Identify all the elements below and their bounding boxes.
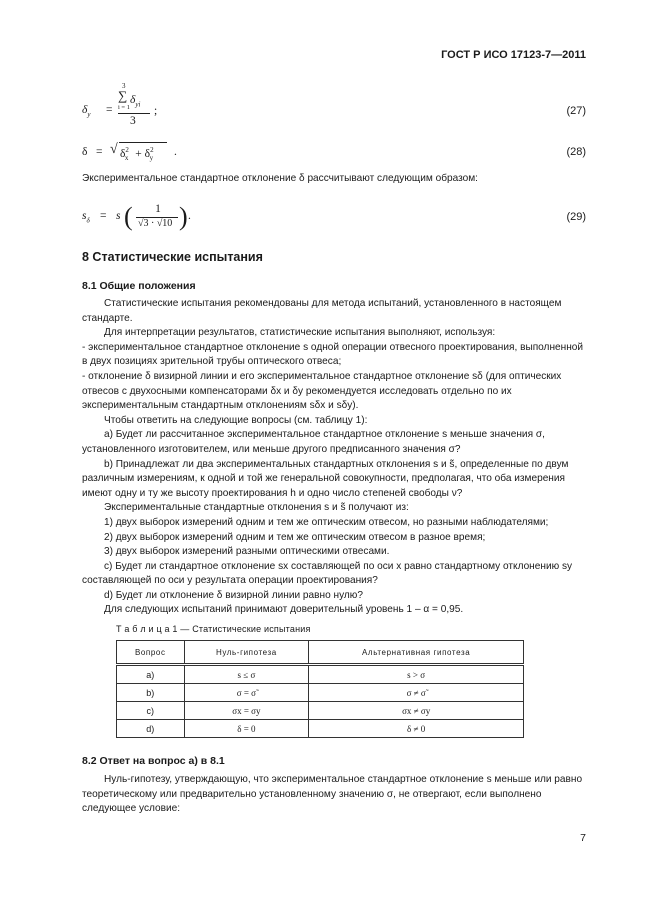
table-cell: σx ≠ σy (309, 702, 524, 720)
table-cell: b) (117, 684, 185, 702)
section-8-2-body (82, 773, 588, 817)
paragraph: 3) двух выборок измерений разными оптическими отвесами. (104, 546, 390, 558)
table-cell: s ≤ σ (184, 665, 309, 684)
formula-27: $\delta_y$ = 3 ∑ $\delta_{yi}$ i = 1 3 ; (82, 82, 158, 127)
paragraph: Для интерпретации результатов, статистические испытания выполняют, используя: (104, 327, 496, 339)
table-row (117, 665, 524, 684)
paragraph: а) Будет ли рассчитанное экспериментальное стандартное отклонение s меньше значения σ, установленного изготовителем, или меньше другого предписанного значения σ? (82, 429, 545, 455)
column-header-alternative-hypothesis: Альтернативная гипотеза (309, 641, 524, 665)
section-8-2-title: 8.2 Ответ на вопрос а) в 8.1 (82, 755, 225, 767)
column-header-null-hypothesis: Нуль-гипотеза (184, 641, 309, 665)
formula-29: $s_\delta$ = s ( 1 √3 · √10 ) . (82, 202, 191, 231)
section-8-title: 8 Статистические испытания (82, 250, 263, 264)
formula-27-number: (27) (566, 105, 586, 117)
table-row (117, 702, 524, 720)
paragraph: d) Будет ли отклонение δ визирной линии равно нулю? (104, 589, 363, 601)
table-cell: δ ≠ 0 (309, 720, 524, 738)
formula-28-number: (28) (566, 146, 586, 158)
statistical-tests-table (116, 640, 524, 738)
paragraph: 1) двух выборок измерений одним и тем же оптическим отвесом, но разными наблюдателями; (104, 516, 549, 528)
section-8-1-title: 8.1 Общие положения (82, 280, 196, 292)
paragraph: - экспериментальное стандартное отклонение s одной операции отвесного проектирования, выполненной в двух позициях зрительной трубы оптического отвеса; (82, 341, 584, 368)
paragraph: c) Будет ли стандартное отклонение sx составляющей по оси x равно стандартному отклонению sy составляющей по оси y результата операции проектирования? (82, 560, 573, 587)
page-number: 7 (580, 832, 586, 844)
table-cell: s > σ (309, 665, 524, 684)
table-cell: d) (117, 720, 185, 738)
paragraph: Нуль-гипотезу, утверждающую, что экспериментальное стандартное отклонение s меньше или равно теоретическому или предварительно установленному значению σ, не отвергают, если выполнено следующее условие: (82, 774, 583, 815)
table-cell: c) (117, 702, 185, 720)
paragraph: 2) двух выборок измерений одним и тем же оптическим отвесом в разное время; (104, 531, 486, 543)
table-cell: a) (117, 665, 185, 684)
paragraph: Чтобы ответить на следующие вопросы (см. таблицу 1): (104, 414, 368, 426)
table-cell: δ = 0 (184, 720, 309, 738)
table-row (117, 684, 524, 702)
section-8-1-body (82, 297, 588, 618)
table-cell: σx = σy (184, 702, 309, 720)
table-cell: σ ≠ σ̃ (309, 684, 524, 702)
paragraph: Экспериментальные стандартные отклонения s и s̃ получают из: (104, 502, 409, 514)
paragraph: Для следующих испытаний принимают доверительный уровень 1 – α = 0,95. (104, 604, 464, 616)
paragraph: - отклонение δ визирной линии и его экспериментальное стандартное отклонение sδ (для оптических отвесов с двухосными компенсаторами δx и δy рекомендуется исследовать отдельно по их экспериментальным стандартным отклонениям sδx и sδy). (82, 370, 562, 412)
intro-line: Экспериментальное стандартное отклонение δ рассчитывают следующим образом: (82, 173, 478, 184)
table-cell: σ = σ̃ (184, 684, 309, 702)
column-header-question: Вопрос (117, 641, 185, 665)
formula-28: δ = √ $\delta^2_x + \delta^2_y$ . (82, 142, 177, 162)
table-caption: Т а б л и ц а 1 — Статистические испытания (116, 624, 311, 634)
table-row (117, 720, 524, 738)
document-header: ГОСТ Р ИСО 17123-7—2011 (441, 49, 586, 61)
table-header-row (117, 641, 524, 665)
formula-29-number: (29) (566, 211, 586, 223)
paragraph: b) Принадлежат ли два экспериментальных стандартных отклонения s и s̃, определенные по двум различным измерениям, к одной и той же генеральной совокупности, предполагая, что оба измерения имеют одну и ту же высоту проектирования h и одно число степеней свободы ν? (82, 458, 569, 499)
paragraph: Статистические испытания рекомендованы для метода испытаний, установленного в настоящем стандарте. (82, 298, 562, 324)
